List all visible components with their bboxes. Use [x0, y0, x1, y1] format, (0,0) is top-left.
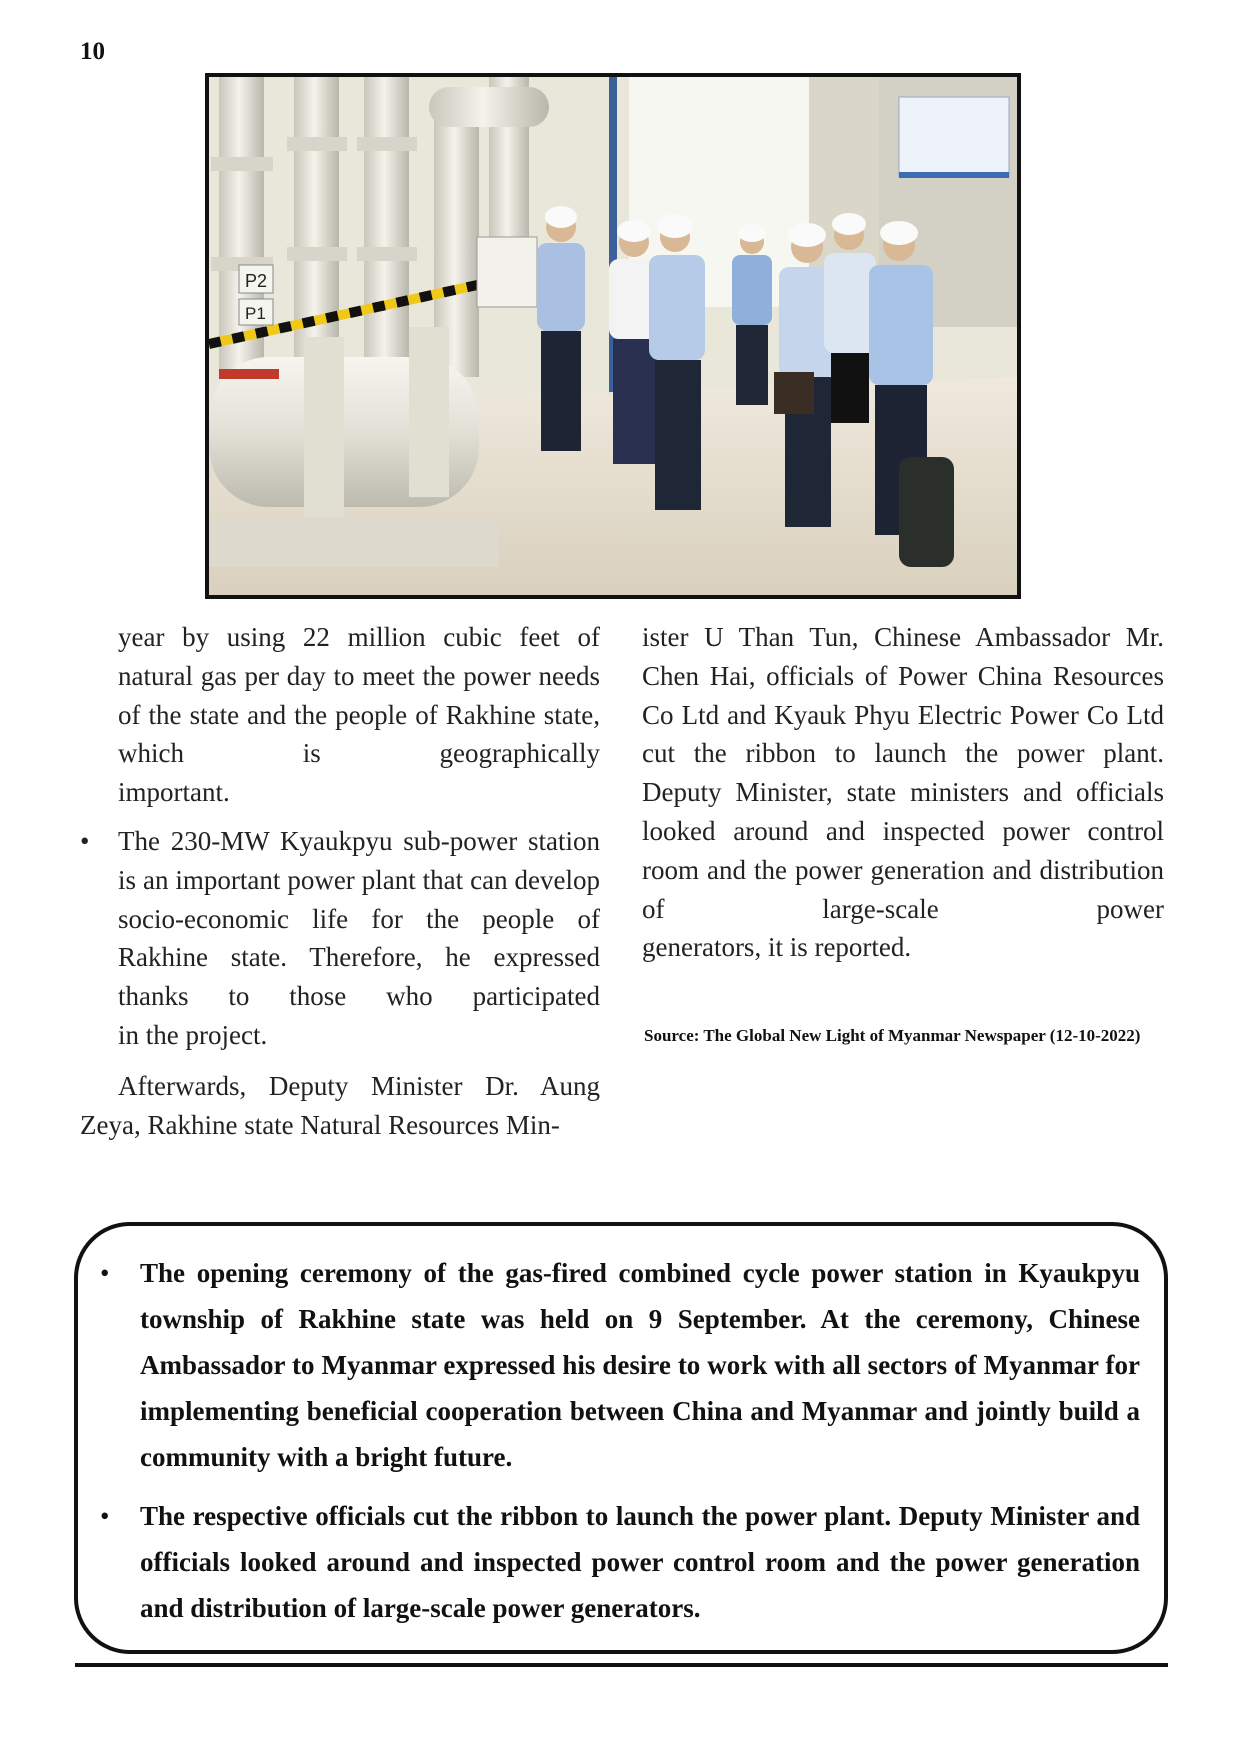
afterwards-paragraph: Afterwards, Deputy Minister Dr. Aung Zeya, Rakhine state Natural Resources Min- [80, 1070, 600, 1140]
summary-item-text: The opening ceremony of the gas-fired combined cycle power station in Kyaukpyu township of Rakhine state was held on 9 September. At the ceremony, Chinese Ambassador to Myanmar expressed his desire to work with all sectors of Myanmar for implementing beneficial cooperation between China and Myanmar and jointly build a community with a bright future. [140, 1258, 1140, 1472]
bottom-divider [75, 1663, 1168, 1667]
summary-bullet-marker: • [100, 1258, 110, 1288]
news-photo [205, 73, 1021, 599]
summary-item [100, 1250, 1140, 1480]
page-number: 10 [80, 38, 105, 65]
left-column [80, 618, 600, 1144]
bullet-item [80, 822, 600, 1055]
intro-paragraph [80, 618, 600, 812]
summary-bullet-marker: • [100, 1501, 110, 1531]
ribbon-cutting-paragraph: ister U Than Tun, Chinese Ambassador Mr. Chen Hai, officials of Power China Resources Co Ltd and Kyauk Phyu Electric Power Co Ltd cut the ribbon to launch the power plant. Deputy Minister, state ministers and officials looked around and inspected power control room and the power generation and distribution of large-scale power [642, 622, 1164, 924]
intro-paragraph-text: year by using 22 million cubic feet of natural gas per day to meet the power needs of the state and the people of Rakhine state, which is geographically [118, 622, 600, 769]
summary-item [100, 1493, 1140, 1631]
pipe-label-p1: P1 [245, 304, 266, 323]
bullet-marker: • [80, 825, 90, 856]
power-station-inspection-photo [209, 77, 1017, 595]
source-citation: Source: The Global New Light of Myanmar Newspaper (12-10-2022) [644, 1026, 1141, 1045]
bullet-item-text: The 230-MW Kyaukpyu sub-power station is an important power plant that can develop socio-economic life for the people of Rakhine state. Therefore, he expressed thanks to those who participated [118, 825, 600, 1012]
summary-box [74, 1222, 1168, 1654]
ribbon-cutting-paragraph-end: generators, it is reported. [642, 932, 912, 963]
summary-item-text: The respective officials cut the ribbon to launch the power plant. Deputy Minister and officials looked around and inspected power control room and the power generation and distribution of large-scale power generators. [140, 1501, 1140, 1623]
intro-paragraph-end: important. [118, 777, 230, 808]
pipe-label-p2: P2 [245, 271, 268, 291]
right-column [642, 618, 1164, 967]
bullet-item-end: in the project. [118, 1019, 268, 1050]
